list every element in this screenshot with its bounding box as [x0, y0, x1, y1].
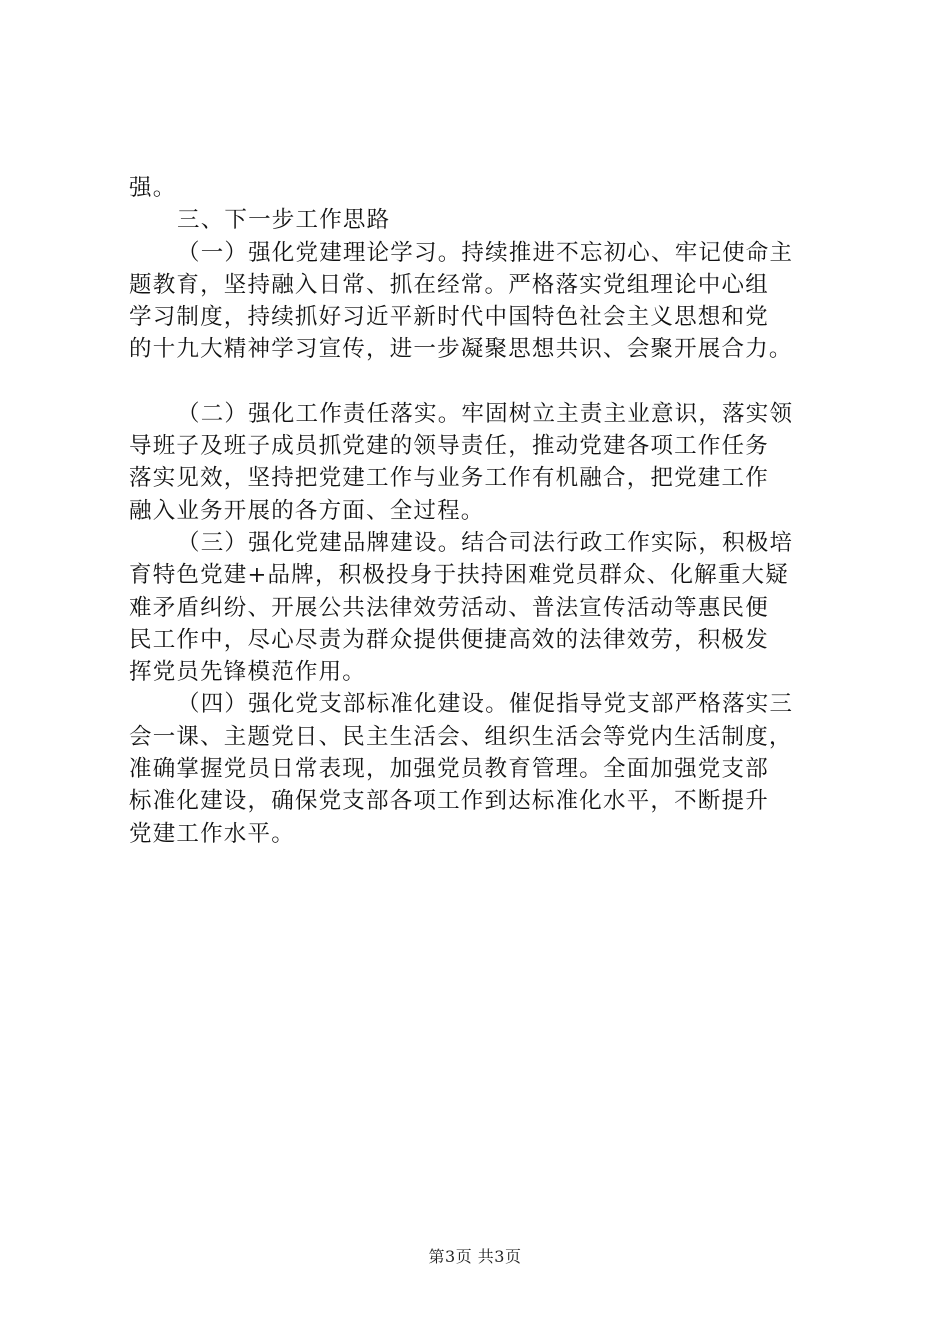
paragraph-line: 难矛盾纠纷、开展公共法律效劳活动、普法宣传活动等惠民便: [129, 594, 769, 621]
paragraph-line: 的十九大精神学习宣传，进一步凝聚思想共识、会聚开展合力。: [129, 336, 793, 363]
paragraph-line: 导班子及班子成员抓党建的领导责任，推动党建各项工作任务: [129, 433, 769, 460]
paragraph-line: 育特色党建+品牌，积极投身于扶持困难党员群众、化解重大疑: [129, 562, 789, 589]
paragraph-line: 党建工作水平。: [129, 820, 295, 847]
paragraph-continuation: 强。: [129, 175, 177, 201]
paragraph-line: 会一课、主题党日、民主生活会、组织生活会等党内生活制度，: [129, 723, 793, 750]
paragraph-line: 题教育，坚持融入日常、抓在经常。严格落实党组理论中心组: [129, 271, 769, 298]
section-heading: 三、下一步工作思路: [177, 207, 391, 234]
paragraph-line: 学习制度，持续抓好习近平新时代中国特色社会主义思想和党: [129, 304, 769, 331]
paragraph-line: （四）强化党支部标准化建设。催促指导党支部严格落实三: [177, 691, 794, 718]
paragraph-gap: [129, 366, 849, 398]
document-body: [129, 172, 849, 850]
paragraph-line: 落实见效，坚持把党建工作与业务工作有机融合，把党建工作: [129, 465, 769, 492]
paragraph-line: 准确掌握党员日常表现，加强党员教育管理。全面加强党支部: [129, 756, 769, 783]
paragraph-line: （三）强化党建品牌建设。结合司法行政工作实际，积极培: [177, 529, 794, 556]
paragraph-line: 民工作中，尽心尽责为群众提供便捷高效的法律效劳，积极发: [129, 626, 769, 653]
paragraph-line: 融入业务开展的各方面、全过程。: [129, 497, 485, 524]
page-number-footer: 第3页 共3页: [428, 1247, 522, 1266]
paragraph-line: （二）强化工作责任落实。牢固树立主责主业意识，落实领: [177, 400, 794, 427]
paragraph-line: 挥党员先锋模范作用。: [129, 659, 367, 686]
paragraph-line: （一）强化党建理论学习。持续推进不忘初心、牢记使命主: [177, 239, 794, 266]
paragraph-line: 标准化建设，确保党支部各项工作到达标准化水平，不断提升: [129, 788, 769, 815]
